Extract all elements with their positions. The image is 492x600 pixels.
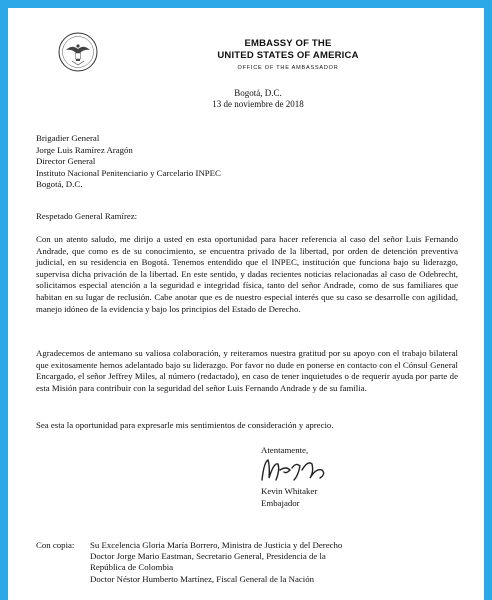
signer-title: Embajador: [261, 497, 300, 508]
cc-list: [90, 540, 470, 585]
recipient-line: Instituto Nacional Penitenciario y Carcelario INPEC: [36, 167, 221, 178]
cc-line: República de Colombia: [90, 562, 174, 573]
letterhead-line-1: EMBASSY OF THE: [244, 38, 332, 49]
closing: Atentamente,: [261, 445, 309, 455]
letterhead-line-2: UNITED STATES OF AMERICA: [217, 50, 359, 61]
salutation: Respetado General Ramírez:: [36, 211, 138, 221]
letter-page: [8, 8, 484, 600]
letter-place: Bogotá, D.C.: [234, 88, 282, 98]
cc-line: Doctor Néstor Humberto Martínez, Fiscal General de la Nación: [90, 573, 314, 584]
body-paragraph-3: Sea esta la oportunidad para expresarle mis sentimientos de consideración y aprecio.: [36, 420, 334, 430]
recipient-line: Jorge Luis Ramírez Aragón: [36, 144, 133, 155]
letter-date: 13 de noviembre de 2018: [212, 99, 304, 109]
recipient-line: Brigadier General: [36, 133, 100, 143]
great-seal-icon: [58, 32, 98, 72]
recipient-block: [36, 133, 221, 191]
cc-line: Doctor Jorge Mario Eastman, Secretario General, Presidencia de la: [90, 551, 326, 562]
recipient-line: Bogotá, D.C.: [36, 179, 83, 189]
cc-line: Su Excelencia Gloria María Borrero, Ministra de Justicia y del Derecho: [90, 540, 343, 550]
signer-name: Kevin Whitaker: [261, 486, 318, 496]
body-paragraph-2: Agradecemos de antemano su valiosa colaboración, y reiteramos nuestra gratitud por su apoyo con el trabajo bilateral que exitosamente hemos adelantado bajo su liderazgo. Por favor no dude en ponerse en contacto con el Cónsul General Encargado, el señor Jeffrey Miles, al número (redactado), en caso de tener inquietudes o de requerir ayuda por parte de esta Misión para contribuir con la seguridad del señor Luis Fernando Andrade y de su familia.: [36, 348, 458, 393]
cc-label: Con copia:: [36, 540, 75, 550]
handwritten-signature: [256, 456, 332, 484]
signer-block: [261, 486, 317, 509]
letterhead: [188, 38, 388, 71]
letterhead-office: OFFICE OF THE AMBASSADOR: [237, 65, 339, 71]
body-paragraph-1: Con un atento saludo, me dirijo a usted en esta oportunidad para hacer referencia al caso del señor Luis Fernando Andrade, que como es de su conocimiento, se encuentra privado de la libertad, por orden de detención preventiva judicial, en su residencia en Bogotá. Tenemos entendido que el INPEC, institución que funciona bajo su liderazgo, supervisa dicha privación de la libertad. En este sentido, y dadas recientes noticias relacionadas al caso de Odebrecht, solicitamos especial atención a la seguridad e integridad física, tanto del señor Andrade, como de sus familiares que habitan en su lugar de reclusión. Cabe anotar que es de nuestro especial interés que su caso se desarrolle con agilidad, manejo idóneo de la evidencia y bajo los principios del Estado de Derecho.: [36, 234, 458, 314]
recipient-line: Director General: [36, 156, 96, 166]
